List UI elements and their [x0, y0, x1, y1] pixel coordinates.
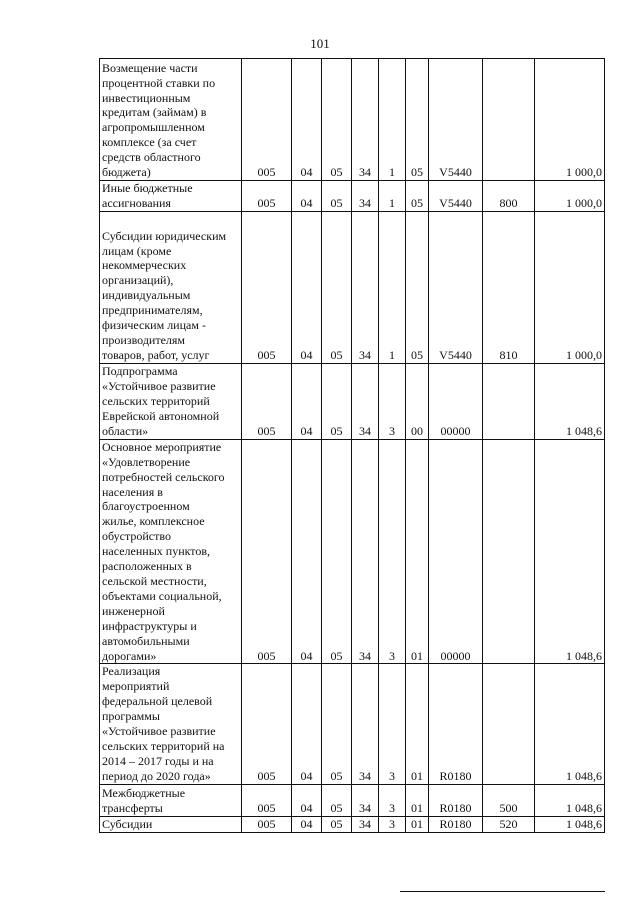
program-code-cell: 34 [352, 181, 379, 212]
measure-code-cell: 01 [406, 664, 429, 784]
amount-cell: 1 000,0 [535, 211, 605, 363]
table-row [100, 664, 605, 784]
program-code-cell: 34 [352, 664, 379, 784]
subprogram-code-cell: 1 [379, 59, 406, 181]
direction-code-cell: R0180 [429, 784, 483, 816]
direction-code-cell: V5440 [429, 181, 483, 212]
section-code-cell: 04 [292, 181, 322, 212]
item-name-text: Возмещение части процентной ставки по инвестиционным кредитам (займам) в агропромышленном комплексе (за счет средств областного бюджета) [102, 60, 216, 180]
item-name-cell [100, 59, 242, 181]
measure-code-cell: 01 [406, 784, 429, 816]
item-name-text: Иные бюджетные ассигнования [102, 181, 193, 210]
expense-type-cell [483, 363, 535, 439]
grbs-code-cell: 005 [242, 784, 292, 816]
measure-code-cell: 05 [406, 59, 429, 181]
program-code-cell: 34 [352, 59, 379, 181]
direction-code-cell: R0180 [429, 664, 483, 784]
page-number: 101 [310, 36, 330, 51]
budget-table-body [100, 59, 605, 833]
grbs-code-cell: 005 [242, 439, 292, 664]
subprogram-code-cell: 3 [379, 363, 406, 439]
amount-cell: 1 048,6 [535, 784, 605, 816]
measure-code-cell: 05 [406, 181, 429, 212]
item-name-text: Субсидии [102, 816, 153, 831]
amount-cell: 1 048,6 [535, 439, 605, 664]
program-code-cell: 34 [352, 363, 379, 439]
program-code-cell: 34 [352, 816, 379, 832]
expense-type-cell: 520 [483, 816, 535, 832]
direction-code-cell: 00000 [429, 439, 483, 664]
section-code-cell: 04 [292, 816, 322, 832]
item-name-cell [100, 816, 242, 832]
item-name-text: Реализация мероприятий федеральной целевой программы «Устойчивое развитие сельских территорий на 2014 – 2017 годы и на период до 2020 года» [102, 664, 225, 783]
item-name-text: Основное мероприятие «Удовлетворение потребностей сельского населения в благоустроенном жилье, комплексное обустройство населенных пунктов, расположенных в сельской местности, объектами социальной, инженерной инфраструктуры и автомобильными дорогами» [102, 439, 225, 663]
section-code-cell: 04 [292, 439, 322, 664]
measure-code-cell: 01 [406, 439, 429, 664]
item-name-cell [100, 363, 242, 439]
subprogram-code-cell: 3 [379, 816, 406, 832]
subsection-code-cell: 05 [322, 784, 352, 816]
table-row [100, 816, 605, 832]
budget-table [99, 58, 605, 833]
subprogram-code-cell: 3 [379, 784, 406, 816]
expense-type-cell: 810 [483, 211, 535, 363]
subsection-code-cell: 05 [322, 439, 352, 664]
table-row [100, 439, 605, 664]
subsection-code-cell: 05 [322, 181, 352, 212]
expense-type-cell: 800 [483, 181, 535, 212]
program-code-cell: 34 [352, 439, 379, 664]
table-row [100, 181, 605, 212]
section-code-cell: 04 [292, 59, 322, 181]
subprogram-code-cell: 1 [379, 211, 406, 363]
subprogram-code-cell: 1 [379, 181, 406, 212]
measure-code-cell: 00 [406, 363, 429, 439]
item-name-text: Подпрограмма «Устойчивое развитие сельских территорий Еврейской автономной области» [102, 364, 220, 438]
expense-type-cell [483, 664, 535, 784]
measure-code-cell: 05 [406, 211, 429, 363]
subprogram-code-cell: 3 [379, 664, 406, 784]
amount-cell: 1 048,6 [535, 816, 605, 832]
grbs-code-cell: 005 [242, 363, 292, 439]
section-code-cell: 04 [292, 664, 322, 784]
program-code-cell: 34 [352, 211, 379, 363]
subprogram-code-cell: 3 [379, 439, 406, 664]
expense-type-cell [483, 59, 535, 181]
amount-cell: 1 048,6 [535, 664, 605, 784]
grbs-code-cell: 005 [242, 211, 292, 363]
expense-type-cell [483, 439, 535, 664]
table-row [100, 211, 605, 363]
item-name-cell [100, 784, 242, 816]
amount-cell: 1 048,6 [535, 363, 605, 439]
subsection-code-cell: 05 [322, 363, 352, 439]
table-row [100, 59, 605, 181]
subsection-code-cell: 05 [322, 664, 352, 784]
footer-rule [400, 891, 605, 892]
table-row [100, 784, 605, 816]
direction-code-cell: V5440 [429, 59, 483, 181]
program-code-cell: 34 [352, 784, 379, 816]
amount-cell: 1 000,0 [535, 59, 605, 181]
item-name-text: Субсидии юридическим лицам (кроме некоммерческих организаций), индивидуальным предпринимателям, физическим лицам - производителям товаров, работ, услуг [102, 228, 227, 362]
item-name-cell [100, 664, 242, 784]
section-code-cell: 04 [292, 211, 322, 363]
grbs-code-cell: 005 [242, 59, 292, 181]
measure-code-cell: 01 [406, 816, 429, 832]
table-row [100, 363, 605, 439]
section-code-cell: 04 [292, 363, 322, 439]
item-name-cell [100, 181, 242, 212]
section-code-cell: 04 [292, 784, 322, 816]
item-name-text: Межбюджетные трансферты [102, 785, 186, 815]
direction-code-cell: R0180 [429, 816, 483, 832]
direction-code-cell: V5440 [429, 211, 483, 363]
direction-code-cell: 00000 [429, 363, 483, 439]
subsection-code-cell: 05 [322, 211, 352, 363]
expense-type-cell: 500 [483, 784, 535, 816]
grbs-code-cell: 005 [242, 816, 292, 832]
item-name-cell [100, 211, 242, 363]
grbs-code-cell: 005 [242, 664, 292, 784]
item-name-cell [100, 439, 242, 664]
subsection-code-cell: 05 [322, 59, 352, 181]
grbs-code-cell: 005 [242, 181, 292, 212]
amount-cell: 1 000,0 [535, 181, 605, 212]
subsection-code-cell: 05 [322, 816, 352, 832]
